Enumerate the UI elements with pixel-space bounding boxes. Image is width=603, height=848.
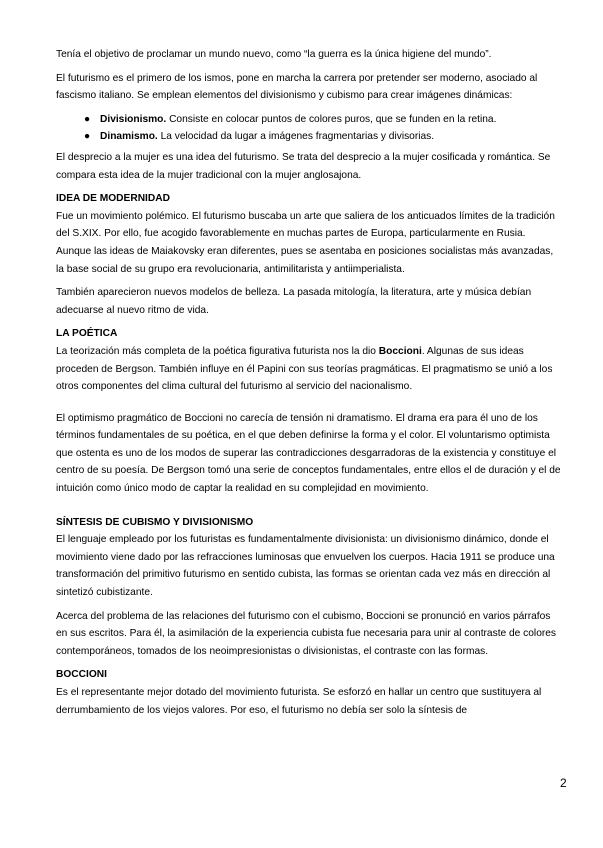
document-page xyxy=(56,46,562,725)
paragraph xyxy=(56,343,562,396)
paragraph: El futurismo es el primero de los ismos, pone en marcha la carrera por pretender ser moderno, asociado al fascismo italiano. Se emplean elementos del divisionismo y cubismo para crear imágenes dinámicas: xyxy=(56,72,538,102)
section-heading: LA POÉTICA xyxy=(56,328,118,340)
paragraph: Tenía el objetivo de proclamar un mundo nuevo, como “la guerra es la única higiene del mundo”. xyxy=(56,49,492,60)
list-item-text: La velocidad da lugar a imágenes fragmentarias y divisorias. xyxy=(157,131,435,143)
section-heading: SÍNTESIS DE CUBISMO Y DIVISIONISMO xyxy=(56,516,254,528)
bullet-icon: ● xyxy=(84,131,91,143)
section-heading: BOCCIONI xyxy=(56,669,107,681)
list-item xyxy=(56,111,562,129)
list-item xyxy=(56,128,562,146)
list-item-term: Dinamismo. xyxy=(100,131,158,143)
paragraph: El lenguaje empleado por los futuristas es fundamentalmente divisionista: un divisionismo dinámico, donde el movimiento viene dado por las refracciones luminosas que envuelven los cuerpos. Hacia 1911 se produce una transformación del primitivo futurismo en sentido cubista, las formas se orientan cada vez más en dirección al sintetizó cubistizante. xyxy=(56,534,555,599)
paragraph: Es el representante mejor dotado del movimiento futurista. Se esforzó en hallar un centro que sustituyera al derrumbamiento de los viejos valores. Por eso, el futurismo no debía ser solo la síntesis de xyxy=(56,687,542,716)
paragraph: El desprecio a la mujer es una idea del futurismo. Se trata del desprecio a la mujer cosificada y romántica. Se compara esta idea de la mujer tradicional con la mujer anglosajona. xyxy=(56,151,551,181)
paragraph-text: . Algunas de sus ideas proceden de Bergson. También influye en él Papini con sus teorías pragmáticas. El pragmatismo se unió a los otros componentes del clima cultural del futurismo al servicio del nacionalismo. xyxy=(56,345,553,393)
paragraph-bold-text: Boccioni xyxy=(378,345,422,357)
paragraph: También aparecieron nuevos modelos de belleza. La pasada mitología, la literatura, arte y música debían adecuarse al nuevo ritmo de vida. xyxy=(56,287,532,316)
paragraph-text: La teorización más completa de la poética figurativa futurista nos la dio xyxy=(56,345,379,357)
paragraph: El optimismo pragmático de Boccioni no carecía de tensión ni dramatismo. El drama era para él uno de los términos fundamentales de su poética, en el que deben definirse la forma y el color. El voluntarismo optimista que ostenta es uno de los modos de superar las contradicciones desgarradoras de la existencia y constituye el centro de su poesía. De Bergson tomó una serie de conceptos fundamentales, entre ellos el de duración y el de intuición como único modo de captar la realidad en su complejidad en movimiento. xyxy=(56,412,561,495)
section-heading: IDEA DE MODERNIDAD xyxy=(56,193,170,205)
list-item-term: Divisionismo. xyxy=(100,113,167,125)
list-item-text: Consiste en colocar puntos de colores puros, que se funden en la retina. xyxy=(166,113,497,125)
page-number: 2 xyxy=(560,776,567,790)
paragraph: Fue un movimiento polémico. El futurismo buscaba un arte que saliera de los anticuados límites de la tradición del S.XIX. Por ello, fue acogido favorablemente en muchas partes de Europa, particularmente en Rusia. Aunque las ideas de Maiakovsky eran diferentes, pues se asentaba en posiciones socialistas más avanzadas, la base social de su grupo era revolucionaria, antimilitarista y antiimperialista. xyxy=(56,210,555,275)
bullet-icon: ● xyxy=(84,113,91,125)
bullet-list xyxy=(56,111,562,146)
paragraph: Acerca del problema de las relaciones del futurismo con el cubismo, Boccioni se pronunció en varios párrafos en sus escritos. Para él, la asimilación de la experiencia cubista fue necesaria para unir al contraste de colores contemporáneos, tomados de los neoimpresionistas o divisionistas, el contraste con las formas. xyxy=(56,610,557,657)
